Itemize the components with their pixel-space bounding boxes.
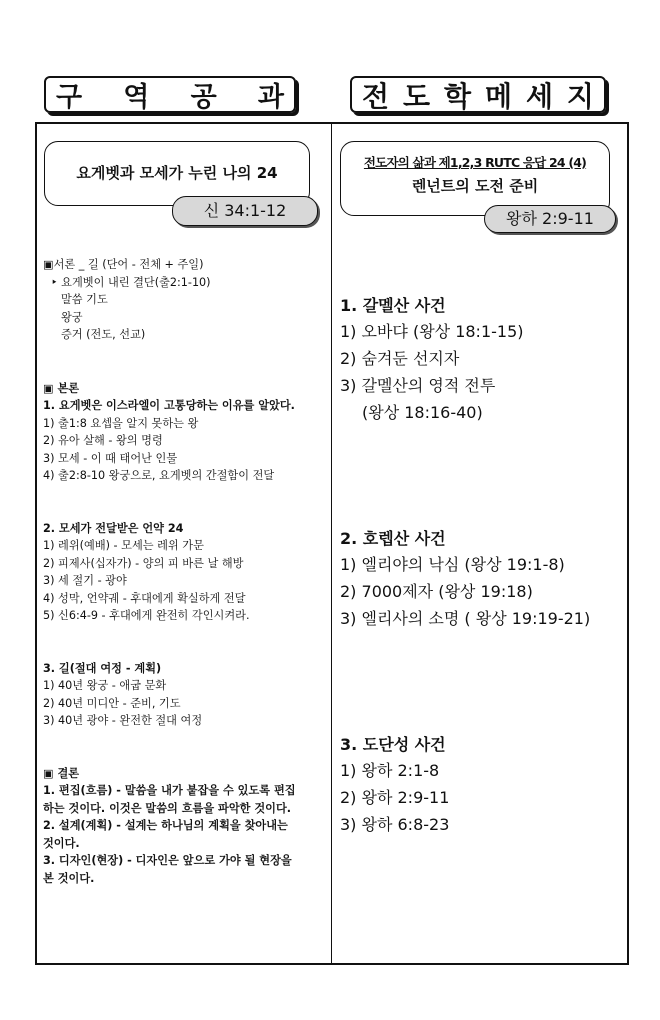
- section-title: 3. 길(절대 여정 - 계획): [43, 661, 162, 675]
- list-item: 3) 40년 광야 - 완전한 절대 여정: [43, 714, 203, 727]
- header-right-evangelism-message: [350, 76, 606, 113]
- list-item: 3) 왕하 6:8-23: [340, 815, 450, 834]
- list-item: 1) 엘리야의 낙심 (왕상 19:1-8): [340, 555, 565, 574]
- header-char: 전: [362, 79, 390, 113]
- header-char: 구: [56, 82, 83, 113]
- conclusion-line: 3. 디자인(현장) - 디자인은 앞으로 가야 될 현장을: [43, 854, 292, 867]
- left-scripture-ref: [172, 196, 318, 226]
- intro-item: 왕궁: [61, 310, 83, 324]
- right-ref-text: 왕하 2:9-11: [506, 209, 594, 228]
- column-divider: [331, 122, 332, 965]
- conclusion-line: 1. 편집(흐름) - 말씀을 내가 붙잡을 수 있도록 편집: [43, 784, 296, 797]
- list-item: 4) 출2:8-10 왕궁으로, 요게벳의 간절함이 전달: [43, 469, 275, 482]
- right-title-line2: 렌넌트의 도전 준비: [411, 177, 539, 195]
- header-char: 학: [443, 79, 472, 113]
- header-char: 메: [484, 79, 513, 113]
- left-ref-text: 신 34:1-12: [203, 201, 287, 220]
- section-title: 2. 모세가 전달받은 언약 24: [43, 521, 184, 535]
- section-title: 1. 갈멜산 사건: [340, 296, 446, 315]
- list-item: 1) 오바댜 (왕상 18:1-15): [340, 322, 524, 341]
- conclusion-line: 것이다.: [43, 836, 80, 850]
- list-item: 3) 모세 - 이 때 태어난 인물: [43, 451, 178, 465]
- list-item: 2) 왕하 2:9-11: [340, 788, 450, 807]
- list-item: 4) 성막, 언약궤 - 후대에게 확실하게 전달: [43, 591, 246, 605]
- header-char: 과: [257, 82, 284, 113]
- list-item: (왕상 18:16-40): [362, 403, 483, 422]
- list-item: 5) 신6:4-9 - 후대에게 완전히 각인시켜라.: [43, 609, 250, 622]
- list-item: 2) 유아 살해 - 왕의 명령: [43, 434, 163, 447]
- list-item: 2) 40년 미디안 - 준비, 기도: [43, 696, 181, 710]
- intro-item: 증거 (전도, 선교): [61, 328, 146, 341]
- header-char: 지: [566, 79, 594, 113]
- left-title: 요게벳과 모세가 누린 나의 24: [76, 164, 278, 182]
- right-scripture-ref: [484, 205, 616, 233]
- intro-item: 말씀 기도: [61, 293, 108, 306]
- list-item: 3) 갈멜산의 영적 전투: [340, 376, 496, 395]
- section-title: 2. 호렙산 사건: [340, 529, 446, 548]
- header-char: 세: [525, 79, 553, 113]
- conclusion-heading: ▣ 결론: [43, 766, 80, 780]
- list-item: 2) 피제사(십자가) - 양의 피 바른 날 해방: [43, 556, 244, 570]
- header-char: 역: [123, 82, 150, 113]
- body-heading: ▣ 본론: [43, 381, 80, 395]
- conclusion-line: 본 것이다.: [43, 871, 95, 885]
- list-item: 3) 엘리사의 소명 ( 왕상 19:19-21): [340, 609, 591, 628]
- header-char: 공: [190, 82, 217, 113]
- left-column: [43, 256, 328, 887]
- conclusion-line: 하는 것이다. 이것은 말씀의 흐름을 파악한 것이다.: [43, 801, 292, 815]
- right-title-line1: 전도자의 삶과 제1,2,3 RUTC 응답 24 (4): [363, 155, 587, 170]
- list-item: 2) 7000제자 (왕상 19:18): [340, 582, 533, 601]
- conclusion-line: 2. 설계(계획) - 설계는 하나님의 계획을 찾아내는: [43, 819, 288, 832]
- list-item: 1) 레위(예배) - 모세는 레위 가문: [43, 539, 204, 552]
- intro-item: ‣ 요게벳이 내린 결단(출2:1-10): [51, 275, 211, 289]
- header-left-bible-study: [44, 76, 296, 113]
- list-item: 3) 세 절기 - 광야: [43, 574, 127, 587]
- header-char: 도: [402, 79, 431, 113]
- list-item: 1) 왕하 2:1-8: [340, 761, 440, 780]
- section-title: 3. 도단성 사건: [340, 735, 446, 754]
- list-item: 1) 40년 왕궁 - 애굽 문화: [43, 679, 167, 692]
- section-title: 1. 요게벳은 이스라엘이 고통당하는 이유를 알았다.: [43, 399, 295, 412]
- right-column: [340, 294, 625, 838]
- list-item: 1) 출1:8 요셉을 알지 못하는 왕: [43, 416, 199, 430]
- intro-heading: ▣서론 _ 길 (단어 - 전체 + 주일): [43, 258, 204, 271]
- list-item: 2) 숨겨둔 선지자: [340, 349, 460, 368]
